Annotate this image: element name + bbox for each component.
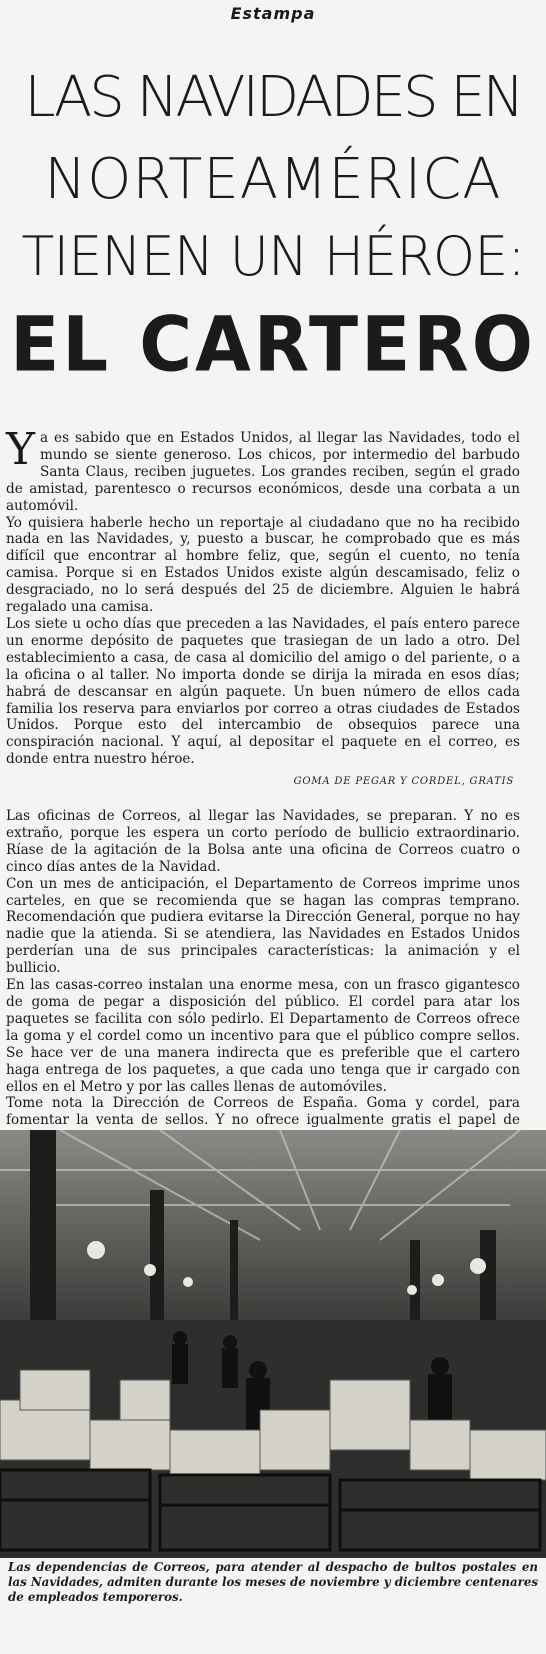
- paragraph: En las casas-correo instalan una enorme mesa, con un frasco gigantesco de goma de pegar a disposición del público. El cordel para atar los paquetes se facilita con sólo pedirlo. El Departamento de Correos ofrece la goma y el cordel como un incentivo para que el público compre sellos. Se hace ver de una manera indirecta que es preferible que el cartero haga entrega de los paquetes, a que cada uno tenga que ir cargado con ellos en el Metro y por las calles llenas de automóviles.: [6, 977, 520, 1095]
- headline-line-1: LAS NAVIDADES EN: [24, 65, 522, 130]
- subheading: GOMA DE PEGAR Y CORDEL, GRATIS: [293, 776, 514, 787]
- article-body-part-2: [6, 808, 520, 1163]
- paragraph: Los siete u ocho días que preceden a las Navidades, el país entero parece un enorme depósito de paquetes que trasiegan de un lado a otro. Del establecimiento a casa, de casa al domicilio del amigo o del pariente, o a la oficina o al taller. No importa donde se dirija la mirada en esos días; habrá de descansar en algún paquete. Un buen número de ellos cada familia los reserva para enviarlos por correo a otras ciudades de Estados Unidos. Porque esto del intercambio de obsequios parece una conspiración nacional. Y aquí, al depositar el paquete en el correo, es donde entra nuestro héroe.: [6, 615, 520, 768]
- paragraph: Tome nota la Dirección de Correos de España. Goma y cordel, para fomentar la venta de sellos. Y no ofrece igualmente gratis el papel de: [6, 1095, 520, 1129]
- drop-cap: Y: [6, 424, 36, 475]
- photo-caption: Las dependencias de Correos, para atender al despacho de bultos postales en las Navidades, admiten durante los meses de noviembre y diciembre centenares de empleados temporeros.: [8, 1560, 538, 1604]
- section-label: Estampa: [230, 4, 316, 23]
- photo-illustration: [0, 1130, 546, 1558]
- paragraph: Con un mes de anticipación, el Departamento de Correos imprime unos carteles, en que se recomienda que se hagan las compras temprano. Recomendación que pudiera evitarse la Dirección General, porque no hay nadie que la atienda. Si se atendiera, las Navidades en Estados Unidos perderían una de sus principales características: la animación y el bullicio.: [6, 875, 520, 977]
- paragraph-text: a es sabido que en Estados Unidos, al llegar las Navidades, todo el mundo se siente generoso. Los chicos, por intermedio del barbudo Santa Claus, reciben juguetes. Los grandes reciben, según el grado de amistad, parentesco o recursos económicos, desde una corbata a un automóvil.: [6, 430, 520, 514]
- post-office-photo: [0, 1130, 546, 1558]
- paragraph: Yo quisiera haberle hecho un reportaje al ciudadano que no ha recibido nada en las Navidades, y, puesto a buscar, he comprobado que es más difícil que encontrar al hombre feliz, que, según el cuento, no tenía camisa. Porque si en Estados Unidos existe algún descamisado, feliz o desgraciado, no lo será después del 25 de diciembre. Alguien le habrá regalado una camisa.: [6, 514, 520, 616]
- headline-line-4: EL CARTERO: [10, 299, 536, 389]
- paragraph: [6, 424, 520, 515]
- headline-line-3: TIENEN UN HÉROE:: [21, 225, 525, 288]
- headline-line-2: NORTEAMÉRICA: [44, 147, 502, 212]
- article-body-part-1: [6, 424, 520, 768]
- paragraph: Las oficinas de Correos, al llegar las Navidades, se preparan. Y no es extraño, porque les espera un corto período de bullicio extraordinario. Ríase de la agitación de la Bolsa ante una oficina de Correos cuatro o cinco días antes de la Navidad.: [6, 808, 520, 875]
